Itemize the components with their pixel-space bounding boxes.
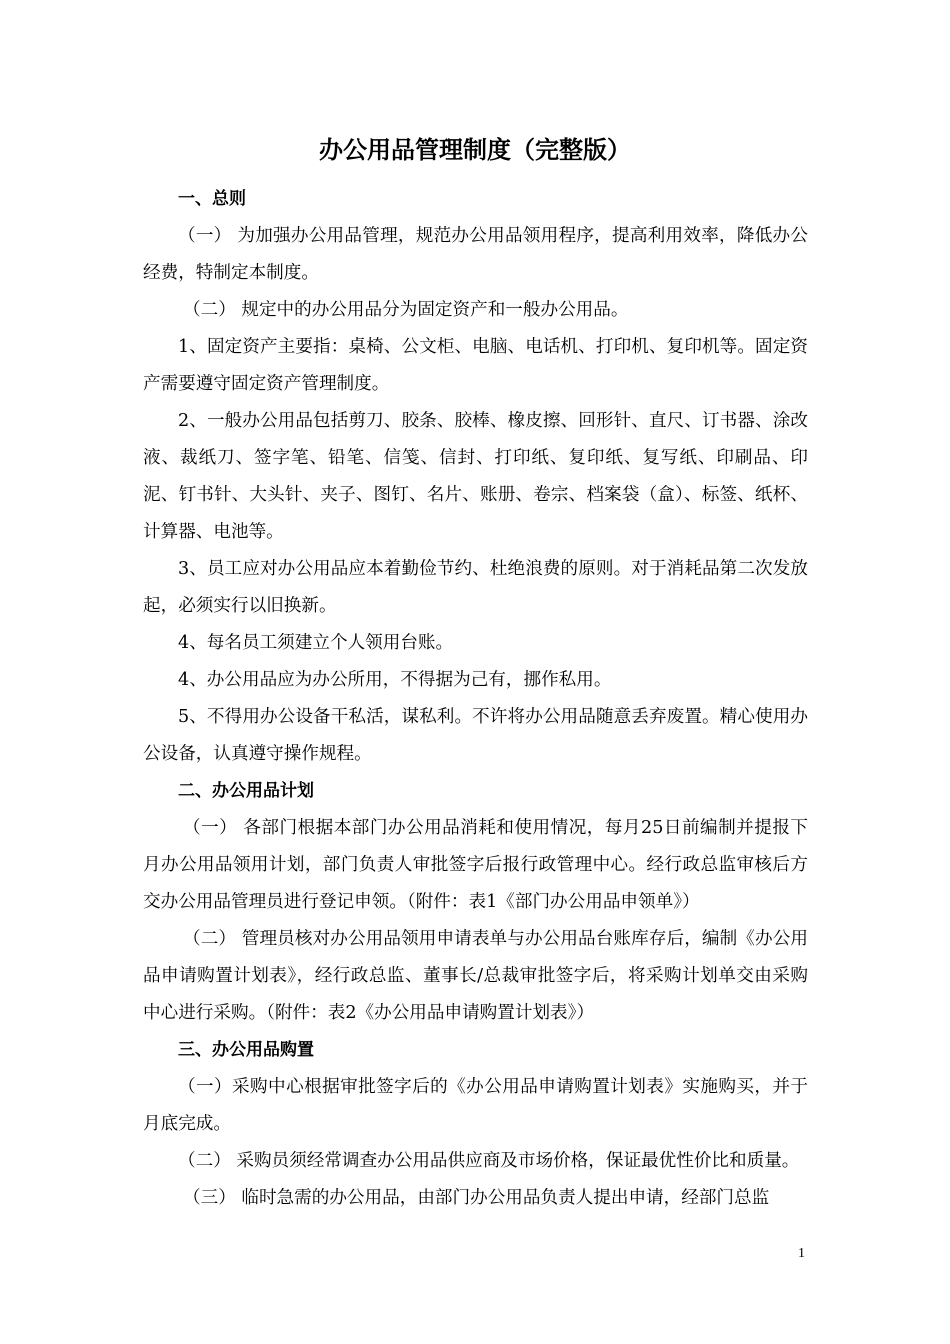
paragraph: （二） 规定中的办公用品分为固定资产和一般办公用品。 [183, 300, 629, 320]
paragraph: （一）采购中心根据审批签字后的《办公用品申请购置计划表》实施购买，并于月底完成。 [143, 1077, 808, 1134]
paragraph: 3、员工应对办公用品应本着勤俭节约、杜绝浪费的原则。对于消耗品第二次发放起，必须实行以旧换新。 [143, 559, 808, 616]
paragraph: 2、一般办公用品包括剪刀、胶条、胶棒、橡皮擦、回形针、直尺、订书器、涂改液、裁纸刀、签字笔、铅笔、信笺、信封、打印纸、复印纸、复写纸、印刷品、印泥、钉书针、大头针、夹子、图钉、名片、账册、卷宗、档案袋（盒）、标签、纸杯、计算器、电池等。 [143, 411, 808, 542]
paragraph: （一） 各部门根据本部门办公用品消耗和使用情况，每月25日前编制并提报下月办公用品领用计划，部门负责人审批签字后报行政管理中心。经行政总监审核后方交办公用品管理员进行登记申领。（附件：表1《部门办公用品申领单》） [143, 818, 808, 912]
section-heading: 三、办公用品购置 [178, 1040, 314, 1060]
document-body [143, 181, 808, 1217]
document-title: 办公用品管理制度（完整版） [319, 136, 631, 164]
page-number: 1 [798, 1246, 805, 1261]
paragraph: （二） 管理员核对办公用品领用申请表单与办公用品台账库存后，编制《办公用品申请购置计划表》，经行政总监、董事长/总裁审批签字后，将采购计划单交由采购中心进行采购。（附件：表2《办公用品申请购置计划表》） [143, 929, 808, 1023]
paragraph: （三） 临时急需的办公用品，由部门办公用品负责人提出申请，经部门总监 [183, 1188, 770, 1208]
section-heading: 一、总则 [178, 189, 246, 209]
paragraph: （一） 为加强办公用品管理，规范办公用品领用程序，提高利用效率，降低办公经费，特制定本制度。 [143, 226, 808, 283]
paragraph: 5、不得用办公设备干私活，谋私利。不许将办公用品随意丢弃废置。精心使用办公设备，认真遵守操作规程。 [143, 707, 808, 764]
paragraph: （二） 采购员须经常调查办公用品供应商及市场价格，保证最优性价比和质量。 [178, 1151, 800, 1171]
paragraph: 4、每名员工须建立个人领用台账。 [178, 633, 454, 653]
paragraph: 4、办公用品应为办公所用，不得据为己有，挪作私用。 [178, 670, 612, 690]
section-heading: 二、办公用品计划 [178, 781, 314, 801]
paragraph: 1、固定资产主要指：桌椅、公文柜、电脑、电话机、打印机、复印机等。固定资产需要遵守固定资产管理制度。 [143, 337, 808, 394]
